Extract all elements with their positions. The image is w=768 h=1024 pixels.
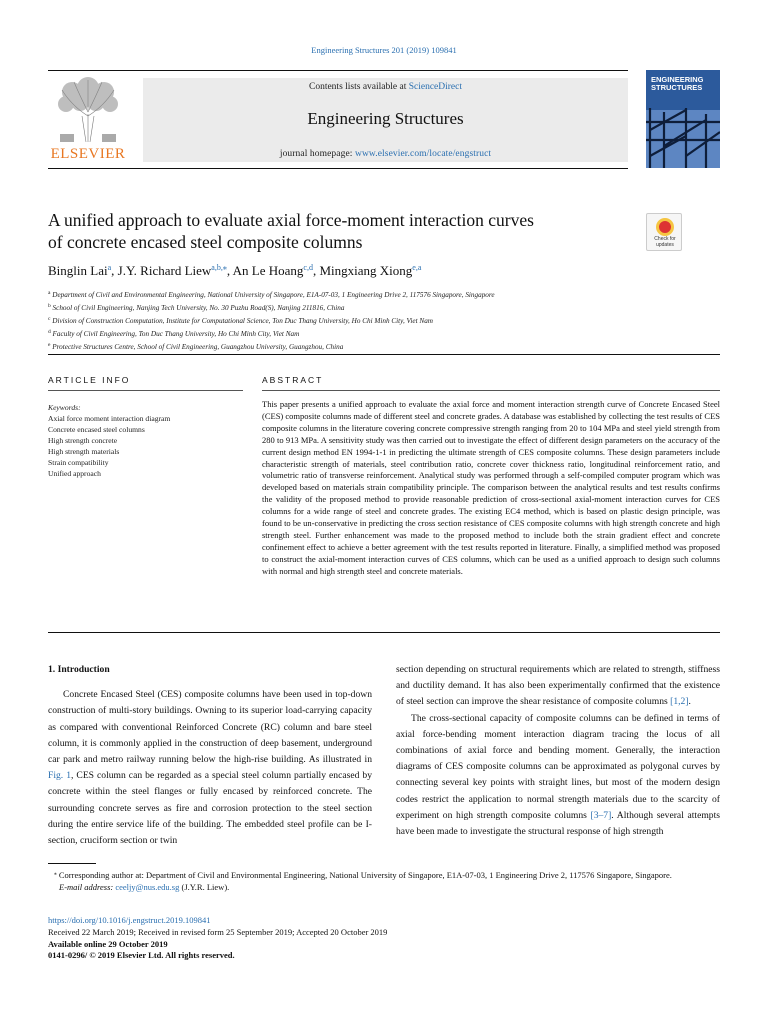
figure-reference-link[interactable]: Fig. 1 — [48, 770, 72, 782]
doi-link[interactable]: https://doi.org/10.1016/j.engstruct.2019.109841 — [48, 915, 211, 925]
abstract-text: This paper presents a unified approach to evaluate the axial force and moment interaction strength curve of Concrete Encased Steel (CES) composite columns made of different steel and concrete grades. A database was established by collecting the test results of CES composite columns in the literature covering concrete compressive strength ranging from 20 to 104 MPa and steel yield strength from 280 to 913 MPa. A sensitivity study was then carried out to investigate the effect of different design parameters on the accuracy of the current design method EN 1994-1-1 in predicting the ultimate strength of CES composite columns. These design parameters include characteristic strength of materials, steel contribution ratio, concrete cover thickness ratio, longitudinal reinforcement ratio, and volumetric ratio of transverse reinforcement. Analytical study was performed through a self-compiled computer program which was developed based on materials strain compatibility principle. The comparison between the analytical results and test results confirms the validity of the proposed method to provide reasonable prediction of cross-sectional axial-moment interaction curves for CES columns for a wide range of steel and concrete grades. The existing EC4 method, which is based on plastic design principle, was found to be un-conservative in predicting the cross section resistance of CES composite columns with high strength concrete and high strength steel. Further enhancement was made to the proposed method to include both the strain gradient effect and concrete confinement effect to achieve a better agreement with the test results reported in literature. Finally, a simplified method was proposed to construct the axial-moment interaction curves of CES columns, which can be used as a unified approach to design such columns with normal and high strength steel and concrete materials. — [262, 399, 720, 576]
affiliation-marker: b — [48, 303, 51, 309]
body-paragraph — [396, 662, 720, 711]
email-suffix: (J.Y.R. Liew). — [179, 882, 230, 893]
masthead-bottom-rule — [48, 168, 628, 169]
author-affil-sup[interactable]: c,d — [303, 263, 313, 272]
received-dates: Received 22 March 2019; Received in revised form 25 September 2019; Accepted 20 October 2019 — [48, 926, 388, 937]
affiliation-marker: e — [48, 342, 51, 348]
body-left-column — [48, 662, 372, 849]
crossmark-icon — [656, 218, 674, 236]
article-info-rule — [48, 390, 243, 391]
affiliation-item — [48, 340, 668, 353]
affiliation-item — [48, 327, 668, 340]
email-link[interactable]: ceeljy@nus.edu.sg — [115, 882, 180, 893]
body-right-column — [396, 662, 720, 840]
intro-text-part: Concrete Encased Steel (CES) composite columns have been used in top-down construction of multi-story buildings. Owning to its superior load-carrying capacity as compared with conventional Reinforced Concrete (RC) column and bare steel column, it is commonly applied in the construction of deep basement, underground car park and metro railway running below the high-rise building. As illustrated in — [48, 689, 372, 766]
affiliation-item — [48, 288, 668, 301]
keywords-block — [48, 402, 248, 479]
keywords-label: Keywords: — [48, 403, 81, 412]
keyword-item[interactable]: Unified approach — [48, 469, 101, 478]
affiliation-text: Department of Civil and Environmental Engineering, National University of Singapore, E1A-07-03, 1 Engineering Drive 2, 117576 Singapore, Singapore — [52, 291, 495, 299]
abstract-heading: ABSTRACT — [262, 375, 324, 385]
author-separator: , — [111, 263, 118, 278]
author-separator: , — [312, 263, 320, 278]
affiliation-item — [48, 314, 668, 327]
body-text-part: . — [688, 696, 691, 708]
contents-prefix: Contents lists available at — [308, 82, 409, 92]
elsevier-wordmark: ELSEVIER — [50, 146, 126, 162]
footnote-marker: ⁎ — [54, 871, 57, 877]
cover-title — [651, 76, 704, 92]
email-line — [48, 881, 720, 893]
elsevier-tree-icon — [52, 76, 124, 144]
article-info-heading: ARTICLE INFO — [48, 375, 131, 385]
corresponding-author-text: Corresponding author at: Department of Civil and Environmental Engineering, National University of Singapore, E1A-07-03, 1 Engineering Drive 2, 117576 Singapore, Singapore. — [56, 870, 672, 880]
crossmark-label-line1: Check for — [654, 236, 676, 242]
author-name[interactable]: Mingxiang Xiong — [319, 263, 413, 278]
author-affil-sup[interactable]: a — [107, 263, 112, 272]
cover-title-line1: ENGINEERING — [651, 75, 704, 84]
author-list — [48, 263, 648, 279]
journal-masthead-box — [143, 78, 628, 162]
author-name[interactable]: An Le Hoang — [232, 263, 304, 278]
available-online: Available online 29 October 2019 — [48, 938, 168, 949]
header-separator-rule — [48, 354, 720, 355]
affiliation-marker: d — [48, 329, 51, 335]
title-line1: A unified approach to evaluate axial force-moment interaction curves — [48, 210, 534, 230]
intro-paragraph — [48, 687, 372, 849]
publication-info — [48, 915, 720, 962]
affiliation-text: Division of Construction Computation, Institute for Computational Science, Ton Duc Thang University, Ho Chi Minh City, Viet Nam — [52, 317, 433, 325]
affiliation-list — [48, 288, 668, 353]
citation-link[interactable]: [3–7] — [590, 809, 612, 821]
copyright-notice: 0141-0296/ © 2019 Elsevier Ltd. All rights reserved. — [48, 950, 235, 961]
author-affil-sup[interactable]: e,a — [412, 263, 422, 272]
abstract-end-rule — [48, 632, 720, 633]
keyword-item[interactable]: High strength materials — [48, 447, 120, 456]
journal-reference[interactable]: Engineering Structures 201 (2019) 109841 — [311, 45, 457, 55]
section-heading: 1. Introduction — [48, 664, 110, 675]
footnote-rule — [48, 863, 96, 864]
author-name[interactable]: Binglin Lai — [48, 263, 108, 278]
abstract-rule — [262, 390, 720, 391]
corresponding-author-footnote — [48, 868, 720, 894]
affiliation-text: Protective Structures Centre, School of Civil Engineering, Guangzhou University, Guangzhou, China — [52, 343, 344, 351]
cover-title-line2: STRUCTURES — [651, 82, 703, 92]
affiliation-marker: a — [48, 290, 51, 296]
masthead-top-rule — [48, 70, 628, 71]
journal-name: Engineering Structures — [307, 109, 464, 128]
body-text-part: section depending on structural requirements which are related to strength, stiffness and ductility demand. It has also been experimentally confirmed that the existence of steel section can improve the shear resistance of composite columns — [396, 664, 720, 708]
corresponding-author-note — [48, 868, 720, 881]
author-name[interactable]: J.Y. Richard Liew — [117, 263, 212, 278]
crossmark-label-line2: updates — [656, 241, 674, 248]
keyword-item[interactable]: Axial force moment interaction diagram — [48, 414, 171, 423]
journal-homepage — [143, 149, 628, 159]
keyword-item[interactable]: Strain compatibility — [48, 458, 109, 467]
affiliation-item — [48, 301, 668, 314]
intro-text-part: , CES column can be regarded as a special steel column partially encased by concrete within the steel flanges or fully encased by reinforced concrete. The surrounding concrete serves as fire and corrosion protection to the steel section during the entire service life of the building. The embedded steel profile can be I-section, cruciform section or twin — [48, 770, 372, 847]
keyword-item[interactable]: Concrete encased steel columns — [48, 425, 145, 434]
contents-availability — [143, 82, 628, 92]
homepage-link[interactable]: www.elsevier.com/locate/engstruct — [354, 149, 492, 159]
check-for-updates-badge[interactable] — [646, 213, 682, 251]
affiliation-marker: c — [48, 316, 51, 322]
affiliation-text: Faculty of Civil Engineering, Ton Duc Thang University, Ho Chi Minh City, Viet Nam — [52, 330, 300, 338]
elsevier-logo — [48, 76, 128, 162]
body-text-part: . Although several attempts have been made to investigate the structural response of high strength — [396, 809, 721, 838]
crossmark-label — [647, 237, 683, 248]
body-paragraph — [396, 711, 720, 841]
author-affil-sup[interactable]: a,b,⁎ — [211, 263, 227, 272]
affiliation-text: School of Civil Engineering, Nanjing Tech University, No. 30 Puzhu Road(S), Nanjing 211816, China — [52, 304, 345, 312]
article-title — [48, 209, 608, 253]
homepage-prefix: journal homepage: — [279, 149, 355, 159]
keyword-item[interactable]: High strength concrete — [48, 436, 118, 445]
email-label: E-mail address: — [59, 882, 116, 893]
title-line2: of concrete encased steel composite columns — [48, 232, 363, 252]
citation-link[interactable]: [1,2] — [670, 696, 689, 708]
journal-cover-thumbnail[interactable] — [646, 70, 720, 168]
sciencedirect-link[interactable]: ScienceDirect — [408, 82, 462, 92]
author-separator: , — [226, 263, 233, 278]
body-text-part: The cross-sectional capacity of composite columns can be defined in terms of axial force-bending moment interaction diagram tracing the locus of all combinations of axial force and bending moment. Generally, the interaction diagrams of CES composite columns can be approximated as polygonal curves by connecting several key points with straight lines, but most of the modern design codes restrict the application to normal strength materials due to the scarcity of experiment on high strength composite columns — [396, 712, 720, 821]
